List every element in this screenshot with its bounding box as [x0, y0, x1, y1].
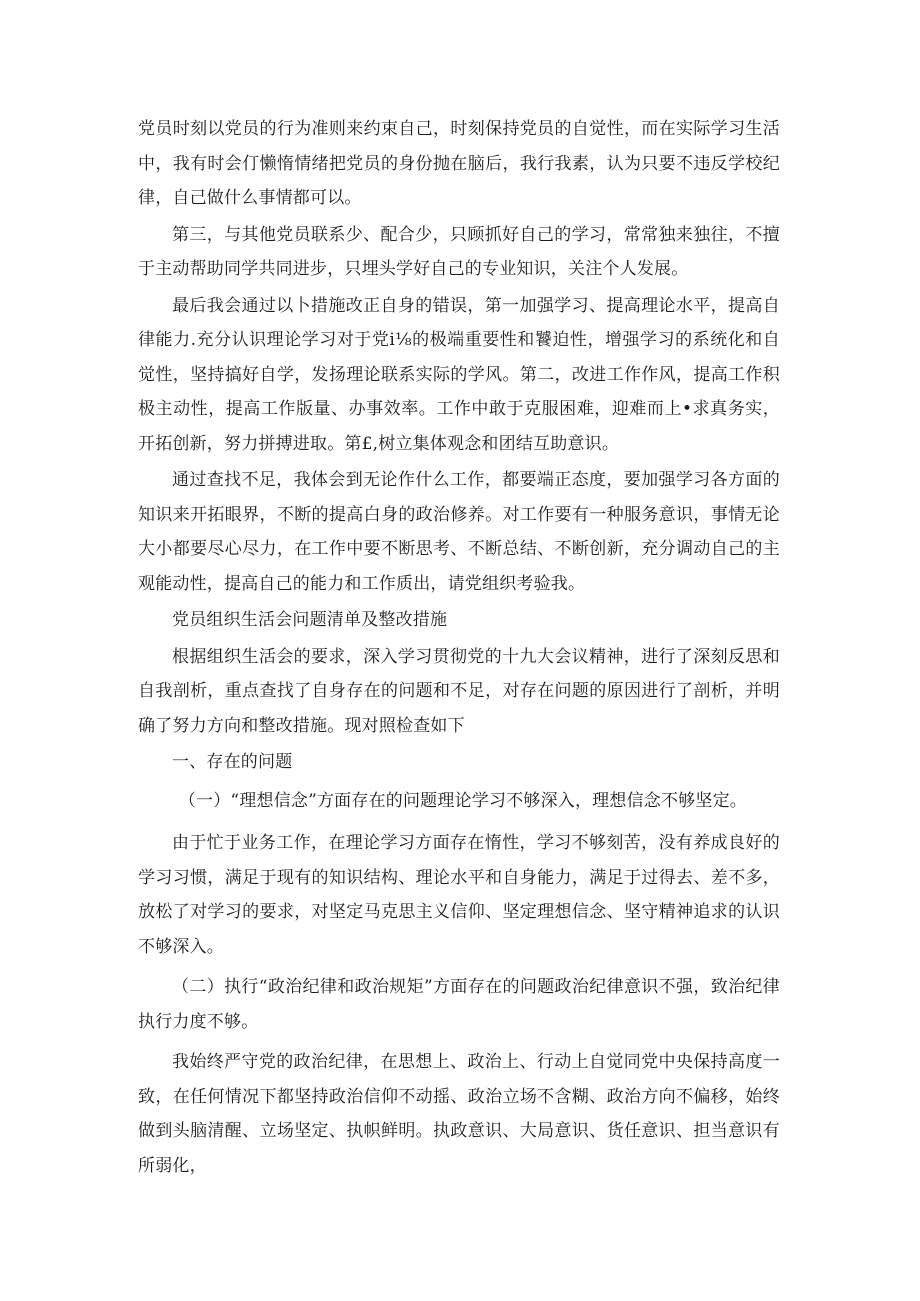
paragraph-theory-study: 由于忙于业务工作，在理论学习方面存在惰性，学习不够刻苦，没有养成良好的学习习惯，满足于现有的知识结构、理论水平和自身能力，满足于过得去、差不多，放松了对学习的要求，对坚定马克思主义信仰、坚定理想信念、坚守精神追求的认识不够深入。	[138, 833, 780, 957]
paragraph-introduction: 根据组织生活会的要求，深入学习贯彻党的十九大会议精神，进行了深刻反思和自我剖析，重点查找了自身存在的问题和不足，对存在问题的原因进行了剖析，并明确了努力方向和整改措施。现对照检查如下	[138, 646, 780, 736]
document-body	[138, 112, 780, 1185]
paragraph-political-stance: 我始终严守党的政治纪律，在思想上、政治上、行动上自觉同党中央保持高度一致，在任何情况下都坚持政治信仰不动摇、政治立场不含糊、政治方向不偏移，始终做到头脑清醒、立场坚定、执帜鲜明。执政意识、大局意识、货任意识、担当意识有所弱化，	[138, 1052, 780, 1176]
paragraph-third-point: 第三，与其他党员联系少、配合少，只顾抓好自己的学习，常常独来独往，不擅于主动帮助同学共同进步，只埋头学好自己的专业知识，关注个人发展。	[138, 224, 780, 279]
paragraph-reflection: 通过查找不足，我体会到无论作什么工作，都要端正态度，要加强学习各方面的知识来开拓眼界，不断的提高白身的政治修养。对工作要有一种服务意识，事情无论大小都要尽心尽力，在工作中要不断思考、不断总结、不断创新，充分调动自己的主观能动性，提高自己的能力和工作质出，请党组织考验我。	[138, 470, 780, 594]
paragraph-corrective-measures: 最后我会通过以卜措施改正自身的错误，第一加强学习、提高理论水平，提高自律能力.充分认识理论学习对于党i⅛的极端重要性和饕迫性，增强学习的系统化和自觉性，坚持搞好自学，发扬理论联系实际的学风。第二，改进工作作风，提高工作积极主动性，提高工作版量、办事效率。工作中敢于克服困难，迎难而上•求真务实，开拓创新，努力拼搏进取。第£,树立集体观念和团结互助意识。	[138, 295, 780, 454]
heading-problems: 一、存在的问题	[172, 752, 293, 772]
paragraph-party-discipline: 党员时刻以党员的行为准则来约束自己，时刻保持党员的自觉性，而在实际学习生活中，我有时会仃懒惰情绪把党员的身份抛在脑后，我行我素，认为只要不违反学校纪律，自己做什么事情都可以。	[138, 119, 780, 208]
subheading-ideals-beliefs: （一）“理想信念”方面存在的问题理论学习不够深入，理想信念不够坚定。	[178, 790, 747, 811]
subheading-political-discipline: （二）执行“政治纪律和政治规矩”方面存在的问题政治纪律意识不强，致治纪律执行力度不够。	[138, 977, 780, 1032]
section-title: 党员组织生活会问题清单及整改措施	[172, 610, 448, 630]
